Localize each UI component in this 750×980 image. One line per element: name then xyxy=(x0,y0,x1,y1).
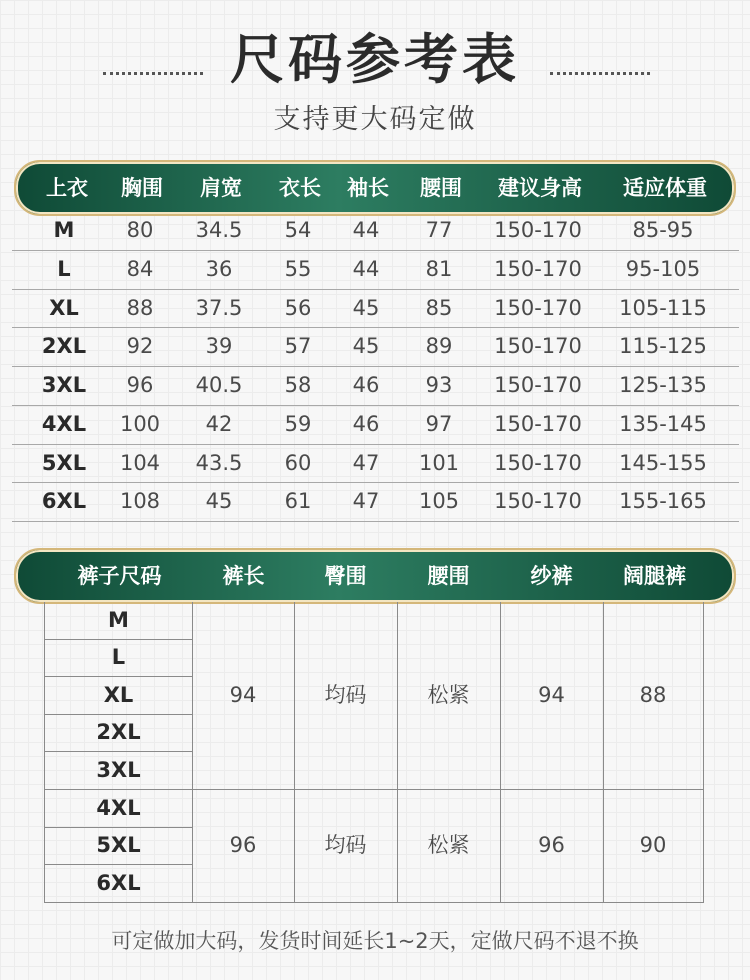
pants-size-table xyxy=(44,602,704,903)
page-subtitle: 支持更大码定做 xyxy=(273,104,477,135)
shoulder-cell: 37.5 xyxy=(195,295,243,320)
top-header-chest: 胸围 xyxy=(121,176,163,200)
weight-cell: 95-105 xyxy=(625,256,701,281)
pants-size-cell: 5XL xyxy=(96,833,141,857)
length-cell: 58 xyxy=(284,373,312,397)
size-cell: L xyxy=(57,256,71,281)
top-header-weight: 适应体重 xyxy=(623,176,707,200)
page-title: 尺码参考表 xyxy=(230,27,520,91)
pants-wideleg-cell: 90 xyxy=(639,833,667,857)
shoulder-cell: 45 xyxy=(205,489,233,514)
pants-hip-cell: 均码 xyxy=(324,833,367,857)
size-cell: 5XL xyxy=(41,450,87,475)
pants-wideleg-cell: 88 xyxy=(639,683,667,707)
pants-header-size: 裤子尺码 xyxy=(77,564,162,588)
length-cell: 54 xyxy=(284,218,312,242)
pants-header-wideleg: 阔腿裤 xyxy=(623,564,686,588)
size-cell: 2XL xyxy=(41,334,87,359)
pants-gauze-cell: 94 xyxy=(538,683,565,707)
sleeve-cell: 46 xyxy=(352,373,380,397)
shoulder-cell: 34.5 xyxy=(195,218,243,242)
table-row xyxy=(12,251,739,290)
size-cell: 6XL xyxy=(41,489,87,514)
title-row xyxy=(0,22,750,96)
top-header-length: 衣长 xyxy=(279,176,321,200)
table-row xyxy=(12,406,739,445)
weight-cell: 145-155 xyxy=(619,450,707,475)
height-cell: 150-170 xyxy=(494,218,582,242)
pants-size-cell: M xyxy=(108,608,129,632)
table-row xyxy=(12,212,739,251)
sleeve-cell: 44 xyxy=(352,256,380,281)
top-header-size: 上衣 xyxy=(46,176,88,200)
waist-cell: 85 xyxy=(425,295,453,320)
height-cell: 150-170 xyxy=(494,334,582,359)
pants-table-header xyxy=(14,548,736,604)
height-cell: 150-170 xyxy=(494,295,582,320)
chest-cell: 104 xyxy=(119,450,161,475)
top-header-sleeve: 袖长 xyxy=(347,176,389,200)
top-header-shoulder: 肩宽 xyxy=(200,176,242,200)
pants-length-cell: 94 xyxy=(229,683,257,707)
shoulder-cell: 40.5 xyxy=(195,373,243,397)
table-row xyxy=(12,367,739,406)
waist-cell: 77 xyxy=(425,218,453,242)
pants-size-cell: L xyxy=(111,645,126,669)
table-row xyxy=(12,290,739,329)
height-cell: 150-170 xyxy=(494,489,582,514)
chest-cell: 88 xyxy=(126,295,154,320)
chest-cell: 108 xyxy=(119,489,161,514)
pants-waist-cell: 松紧 xyxy=(427,833,470,857)
top-size-table xyxy=(12,212,739,522)
footer-note: 可定做加大码，发货时间延长1~2天，定做尺码不退不换 xyxy=(111,929,639,953)
pants-header-waist: 腰围 xyxy=(427,564,470,588)
pants-size-cell: 3XL xyxy=(96,758,141,782)
pants-header-hip: 臀围 xyxy=(324,564,367,588)
height-cell: 150-170 xyxy=(494,256,582,281)
pants-size-cell: 6XL xyxy=(96,871,141,895)
weight-cell: 105-115 xyxy=(619,295,707,320)
pants-waist-cell: 松紧 xyxy=(427,683,470,707)
chest-cell: 80 xyxy=(126,218,154,242)
waist-cell: 97 xyxy=(425,411,453,436)
sleeve-cell: 45 xyxy=(352,334,380,359)
table-row xyxy=(12,328,739,367)
sleeve-cell: 45 xyxy=(352,295,380,320)
waist-cell: 105 xyxy=(418,489,460,514)
chest-cell: 84 xyxy=(126,256,154,281)
weight-cell: 155-165 xyxy=(619,489,707,514)
chest-cell: 100 xyxy=(119,411,161,436)
weight-cell: 115-125 xyxy=(619,334,707,359)
size-cell: M xyxy=(53,218,75,242)
top-header-waist: 腰围 xyxy=(420,176,462,200)
shoulder-cell: 39 xyxy=(205,334,233,359)
pants-size-cell: 2XL xyxy=(96,720,141,744)
weight-cell: 125-135 xyxy=(619,373,707,397)
title-dots-right xyxy=(550,72,650,75)
length-cell: 59 xyxy=(284,411,312,436)
length-cell: 56 xyxy=(284,295,312,320)
sleeve-cell: 47 xyxy=(352,489,380,514)
top-header-height: 建议身高 xyxy=(498,176,582,200)
size-cell: 3XL xyxy=(41,373,87,397)
chest-cell: 96 xyxy=(126,373,154,397)
length-cell: 57 xyxy=(284,334,312,359)
pants-size-cell: XL xyxy=(103,683,134,707)
waist-cell: 101 xyxy=(418,450,460,475)
size-cell: XL xyxy=(49,295,79,320)
waist-cell: 81 xyxy=(425,256,453,281)
pants-hip-cell: 均码 xyxy=(324,683,367,707)
height-cell: 150-170 xyxy=(494,450,582,475)
table-row xyxy=(12,445,739,484)
length-cell: 61 xyxy=(284,489,312,514)
weight-cell: 135-145 xyxy=(619,411,707,436)
shoulder-cell: 43.5 xyxy=(195,450,243,475)
height-cell: 150-170 xyxy=(494,411,582,436)
pants-header-length: 裤长 xyxy=(222,564,265,588)
waist-cell: 93 xyxy=(425,373,453,397)
height-cell: 150-170 xyxy=(494,373,582,397)
waist-cell: 89 xyxy=(425,334,453,359)
pants-size-cell: 4XL xyxy=(96,796,141,820)
size-cell: 4XL xyxy=(41,411,87,436)
weight-cell: 85-95 xyxy=(632,218,694,242)
sleeve-cell: 47 xyxy=(352,450,380,475)
chest-cell: 92 xyxy=(126,334,154,359)
table-row xyxy=(12,483,739,522)
length-cell: 60 xyxy=(284,450,312,475)
pants-gauze-cell: 96 xyxy=(538,833,565,857)
shoulder-cell: 36 xyxy=(205,256,233,281)
pants-length-cell: 96 xyxy=(229,833,257,857)
pants-header-gauze: 纱裤 xyxy=(530,564,573,588)
sleeve-cell: 44 xyxy=(352,218,380,242)
length-cell: 55 xyxy=(284,256,312,281)
sleeve-cell: 46 xyxy=(352,411,380,436)
shoulder-cell: 42 xyxy=(205,411,233,436)
top-table-header xyxy=(14,160,736,216)
